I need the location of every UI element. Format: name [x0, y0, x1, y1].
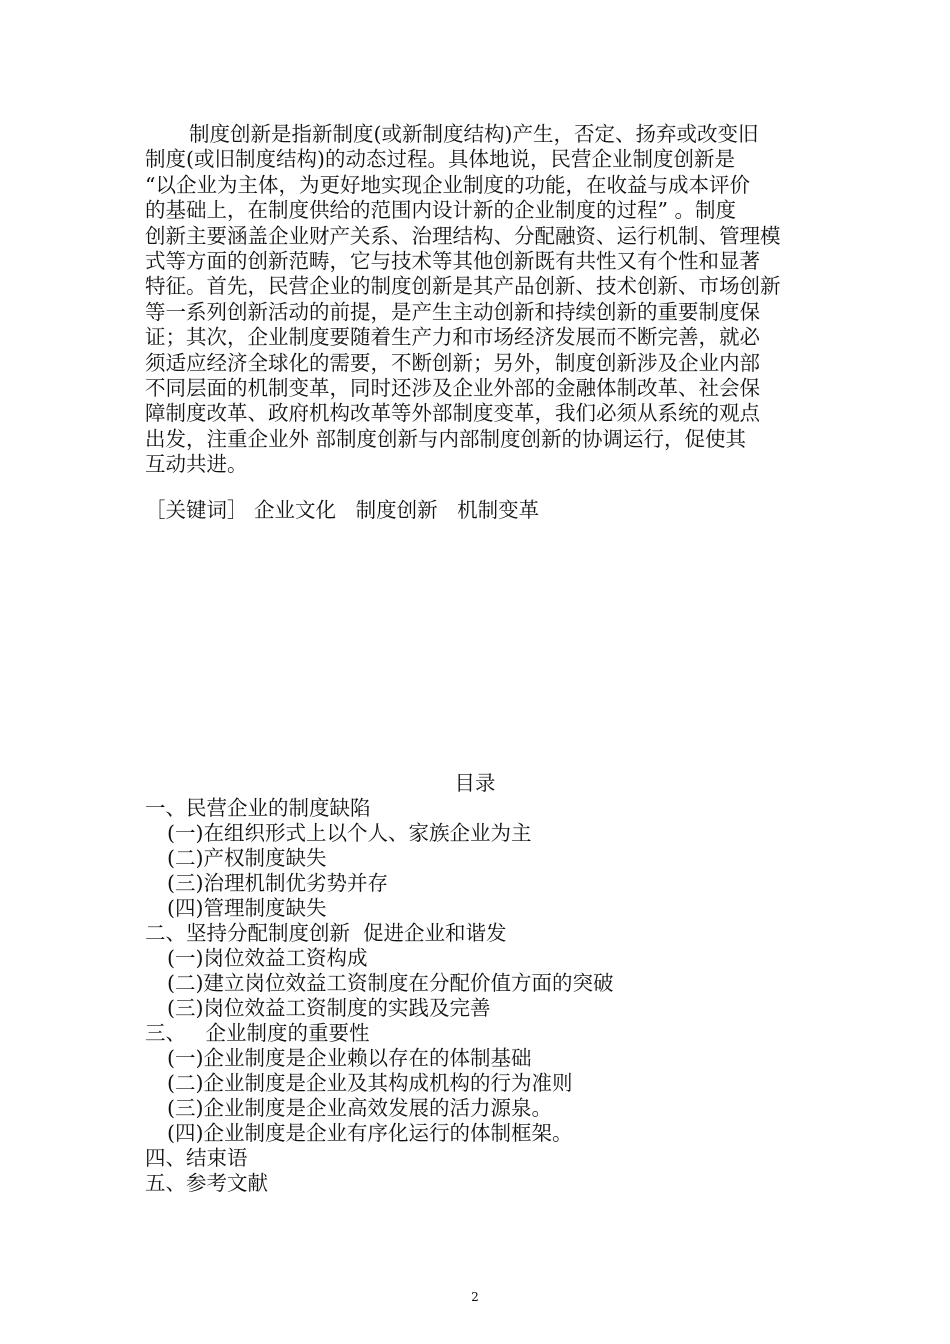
toc-section: 五、参考文献: [145, 1171, 268, 1195]
toc-subsection: (三)岗位效益工资制度的实践及完善: [167, 996, 491, 1020]
toc-section: 四、结束语: [145, 1146, 248, 1170]
toc-subsection: (二)企业制度是企业及其构成机构的行为准则: [167, 1071, 573, 1095]
toc-subsection: (一)在组织形式上以个人、家族企业为主: [167, 821, 532, 845]
toc-section: 二、坚持分配制度创新 促进企业和谐发: [145, 921, 507, 945]
abstract-line: 式等方面的创新范畴，它与技术等其他创新既有共性又有个性和显著: [145, 248, 760, 273]
abstract-line: 障制度改革、政府机构改革等外部制度变革，我们必须从系统的观点: [145, 401, 760, 426]
abstract-line: 特征。首先，民营企业的制度创新是其产品创新、技术创新、市场创新: [145, 274, 781, 299]
page-number: 2: [471, 1290, 479, 1304]
abstract-line: 等一系列创新活动的前提，是产生主动创新和持续创新的重要制度保: [145, 299, 760, 324]
abstract-line: 出发，注重企业外 部制度创新与内部制度创新的协调运行，促使其: [145, 426, 747, 451]
abstract-line: 制度创新是指新制度(或新制度结构)产生，否定、扬弃或改变旧: [189, 122, 759, 146]
abstract-line: 的基础上，在制度供给的范围内设计新的企业制度的过程” 。制度: [145, 198, 736, 223]
toc-section: 一、民营企业的制度缺陷: [145, 796, 371, 820]
toc-section: 三、 企业制度的重要性: [145, 1021, 370, 1045]
abstract-line: 证；其次，企业制度要随着生产力和市场经济发展而不断完善，就必: [145, 325, 760, 350]
toc-subsection: (一)岗位效益工资构成: [167, 946, 368, 970]
toc-subsection: (一)企业制度是企业赖以存在的体制基础: [167, 1046, 532, 1070]
table-of-contents: [145, 796, 614, 1196]
toc-title: 目录: [454, 771, 496, 795]
keywords-line: ［关键词］ 企业文化 制度创新 机制变革: [145, 498, 540, 522]
abstract-line: 互动共进。: [145, 452, 248, 477]
abstract-paragraph: [145, 122, 817, 477]
toc-subsection: (二)建立岗位效益工资制度在分配价值方面的突破: [167, 971, 614, 995]
abstract-line: 须适应经济全球化的需要，不断创新；另外，制度创新涉及企业内部: [145, 350, 760, 375]
abstract-line: 创新主要涵盖企业财产关系、治理结构、分配融资、运行机制、管理模: [145, 223, 781, 248]
toc-subsection: (三)企业制度是企业高效发展的活力源泉。: [167, 1096, 552, 1120]
toc-subsection: (二)产权制度缺失: [167, 846, 327, 870]
toc-subsection: (三)治理机制优劣势并存: [167, 871, 388, 895]
abstract-line: 制度(或旧制度结构)的动态过程。具体地说，民营企业制度创新是: [145, 147, 735, 172]
abstract-line: “以企业为主体，为更好地实现企业制度的功能，在收益与成本评价: [145, 172, 750, 197]
abstract-line: 不同层面的机制变革，同时还涉及企业外部的金融体制改革、社会保: [145, 375, 760, 400]
toc-subsection: (四)管理制度缺失: [167, 896, 327, 920]
toc-subsection: (四)企业制度是企业有序化运行的体制框架。: [167, 1121, 573, 1145]
